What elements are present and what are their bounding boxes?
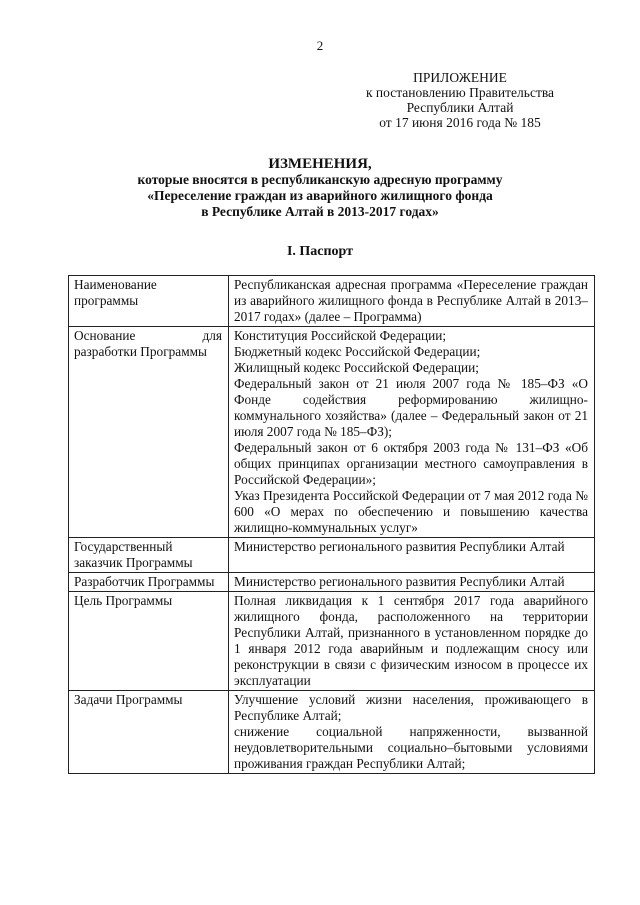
value-line: снижение социальной напряженности, вызванной неудовлетворительными социально–бытовыми условиями проживания граждан Республики Алтай; [234, 724, 588, 771]
heading-line: в Республике Алтай в 2013-2017 годах» [201, 204, 439, 219]
appendix-title: ПРИЛОЖЕНИЕ [413, 70, 507, 85]
row-label: Разработчик Программы [69, 573, 229, 592]
page-number: 2 [316, 38, 324, 53]
appendix-block [330, 70, 590, 130]
row-value [229, 327, 595, 538]
value-line: Указ Президента Российской Федерации от 7 мая 2012 года № 600 «О мерах по обеспечению и повышению качества жилищно-коммунальных услуг» [234, 488, 588, 535]
row-value [229, 573, 595, 592]
heading-title: ИЗМЕНЕНИЯ, [268, 156, 372, 172]
row-label [69, 327, 229, 538]
label-word: для [202, 328, 222, 343]
table-row [69, 573, 595, 592]
value-line: Улучшение условий жизни населения, проживающего в Республике Алтай; [234, 692, 588, 723]
passport-table [68, 275, 595, 774]
table-row [69, 592, 595, 691]
table-row [69, 276, 595, 327]
row-label: Задачи Программы [69, 691, 229, 774]
appendix-line: от 17 июня 2016 года № 185 [379, 115, 541, 130]
row-value [229, 691, 595, 774]
heading-line: «Переселение граждан из аварийного жилищного фонда [147, 188, 493, 203]
table-row [69, 327, 595, 538]
value-line: Жилищный кодекс Российской Федерации; [234, 360, 479, 375]
document-heading [0, 156, 640, 220]
label-word: Основание [74, 328, 136, 343]
value-line: Министерство регионального развития Республики Алтай [234, 574, 565, 589]
label-rest: разработки Программы [74, 344, 207, 359]
row-label: Цель Программы [69, 592, 229, 691]
value-line: Конституция Российской Федерации; [234, 328, 447, 343]
value-line: Республиканская адресная программа «Переселение граждан из аварийного жилищного фонда в Республике Алтай в 2013–2017 годах» (далее – Программа) [234, 277, 588, 324]
table-row [69, 538, 595, 573]
appendix-line: Республики Алтай [406, 100, 514, 115]
row-label: Государственный заказчик Программы [69, 538, 229, 573]
value-line: Полная ликвидация к 1 сентября 2017 года аварийного жилищного фонда, расположенного на территории Республики Алтай, признанного в установленном порядке до 1 января 2012 года аварийным и подлежащим сносу или реконструкции в связи с физическим износом в процессе их эксплуатации [234, 593, 588, 688]
row-value [229, 276, 595, 327]
value-line: Федеральный закон от 6 октября 2003 года № 131–ФЗ «Об общих принципах организации местного самоуправления в Российской Федерации»; [234, 440, 588, 487]
row-label: Наименование программы [69, 276, 229, 327]
row-value [229, 592, 595, 691]
value-line: Бюджетный кодекс Российской Федерации; [234, 344, 481, 359]
heading-line: которые вносятся в республиканскую адресную программу [137, 172, 503, 187]
appendix-line: к постановлению Правительства [365, 85, 555, 100]
value-line: Федеральный закон от 21 июля 2007 года № 185–ФЗ «О Фонде содействия реформированию жилищно-коммунального хозяйства» (далее – Федеральный закон от 21 июля 2007 года № 185–ФЗ); [234, 376, 588, 439]
value-line: Министерство регионального развития Республики Алтай [234, 539, 565, 554]
section-title: I. Паспорт [286, 244, 354, 259]
row-value [229, 538, 595, 573]
table-row [69, 691, 595, 774]
